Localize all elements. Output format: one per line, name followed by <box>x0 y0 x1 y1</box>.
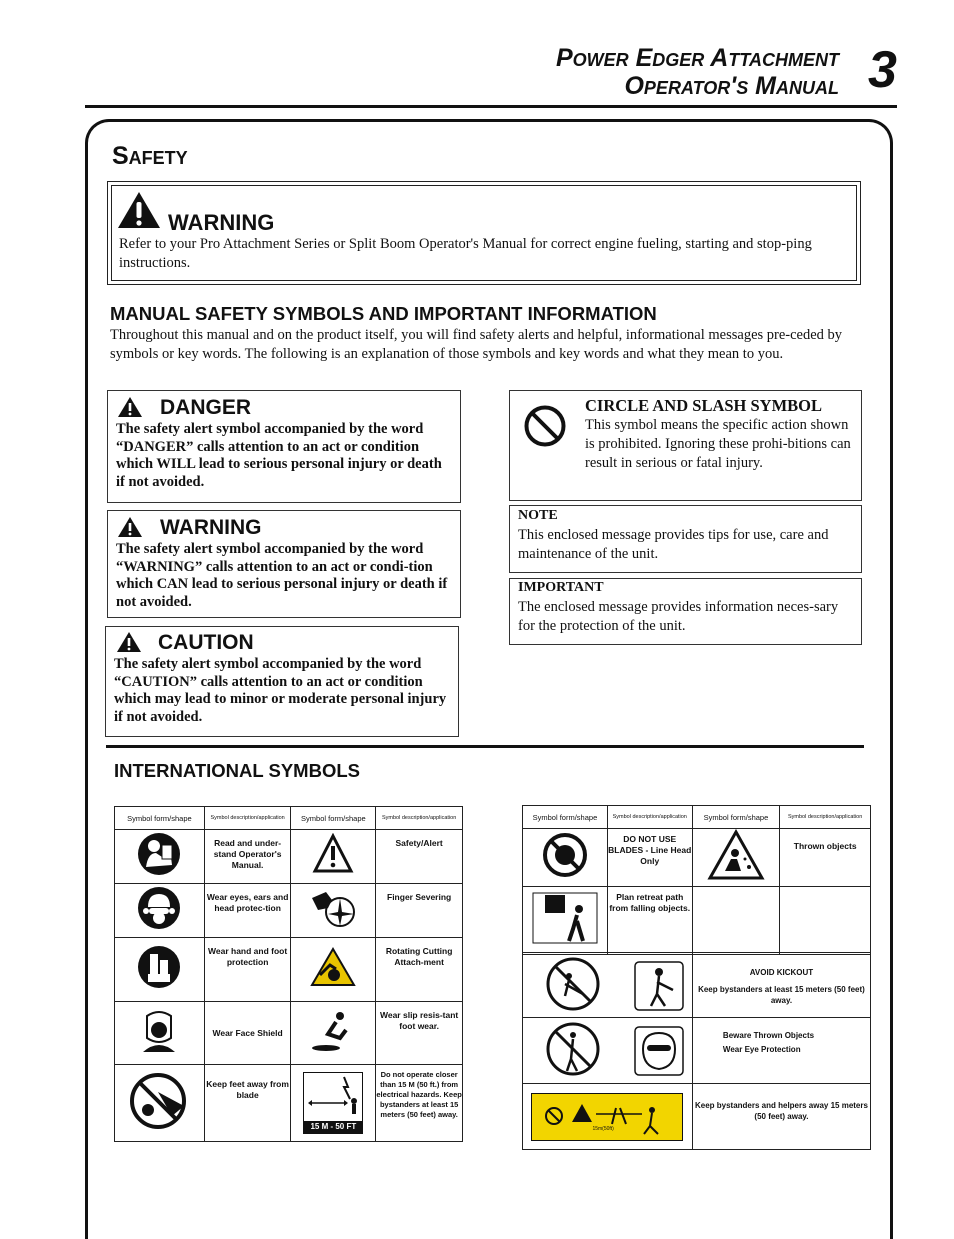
table-row <box>115 884 463 938</box>
thrown-objects-eye-protection-icons <box>523 1018 693 1084</box>
hand-foot-protection-icon <box>115 938 205 1002</box>
col-header-desc: Symbol description/application <box>607 806 692 829</box>
keep-feet-away-icon <box>115 1065 205 1142</box>
electrical-distance-label: 15 M - 50 FT <box>304 1121 362 1133</box>
circle-slash-text: This symbol means the specific action shown is prohibited. Ignoring these prohi-bitions can result in serious or fatal injury. <box>585 417 851 471</box>
face-shield-desc: Wear Face Shield <box>204 1002 291 1065</box>
keep-bystanders-away-icon <box>523 1084 693 1150</box>
avoid-kickout-desc <box>692 953 870 1018</box>
no-blades-icon <box>523 829 608 887</box>
slip-resistant-footwear-icon <box>291 1002 376 1065</box>
thrown-objects-icon <box>692 829 780 887</box>
manual-symbols-intro: Throughout this manual and on the product itself, you will find safety alerts and helpful, informational messages pre-ceded by symbols or key words. The following is an explanation of those symbols and key words and what they mean to you. <box>110 327 843 362</box>
falling-objects-icon <box>523 887 608 955</box>
manual-title-line2: Operator's Manual <box>624 72 839 100</box>
col-header-desc: Symbol description/application <box>204 807 291 830</box>
page-number: 3 <box>868 41 897 99</box>
manual-title-line1: Power Edger Attachment <box>555 44 839 72</box>
international-symbols-table-right-lower <box>522 952 871 1150</box>
avoid-kickout-icons <box>523 953 693 1018</box>
circle-slash-label: CIRCLE AND SLASH SYMBOL <box>585 396 823 415</box>
falling-objects-desc: Plan retreat path from falling objects. <box>607 887 692 955</box>
col-header-form: Symbol form/shape <box>291 807 376 830</box>
warning-triangle-icon <box>116 190 162 230</box>
caution-label: CAUTION <box>158 631 254 654</box>
table-row <box>115 938 463 1002</box>
safety-alert-desc: Safety/Alert <box>376 830 463 884</box>
top-warning-text: Refer to your Pro Attachment Series or Split Boom Operator's Manual for correct engine fueling, starting and stop-ping instructions. <box>119 236 812 271</box>
danger-alert-icon <box>117 396 143 418</box>
international-heading: INTERNATIONAL SYMBOLS <box>114 760 360 781</box>
electrical-hazard-icon <box>291 1065 376 1142</box>
rotating-attachment-desc: Rotating Cutting Attach-ment <box>376 938 463 1002</box>
note-label: NOTE <box>518 508 558 523</box>
section-divider <box>106 745 864 748</box>
electrical-hazard-desc: Do not operate closer than 15 M (50 ft.) from electrical hazards. Keep bystanders at least 15 meters (50 feet) away. <box>376 1065 463 1142</box>
eye-ear-head-protection-icon <box>115 884 205 938</box>
table-row <box>523 1084 871 1150</box>
wear-eye-protection: Wear Eye Protection <box>722 1045 801 1054</box>
slip-resistant-footwear-desc: Wear slip resis-tant foot wear. <box>376 1002 463 1065</box>
table-row <box>523 953 871 1018</box>
col-header-desc: Symbol description/application <box>376 807 463 830</box>
section-title: Safety <box>112 142 188 170</box>
important-text: The enclosed message provides information neces-sary for the protection of the unit. <box>518 599 839 634</box>
thrown-objects-desc: Thrown objects <box>780 829 871 887</box>
empty-cell <box>692 887 780 955</box>
table-row <box>523 887 871 955</box>
read-manual-desc: Read and under-stand Operator's Manual. <box>204 830 291 884</box>
table-row <box>523 1018 871 1084</box>
danger-text: The safety alert symbol accompanied by the word “DANGER” calls attention to an act or condition which WILL lead to serious personal injury or death if not avoided. <box>116 421 442 490</box>
prohibition-icon <box>523 404 567 448</box>
col-header-form: Symbol form/shape <box>115 807 205 830</box>
table-row <box>115 830 463 884</box>
hand-foot-protection-desc: Wear hand and foot protection <box>204 938 291 1002</box>
keep-bystanders-desc: Keep bystanders and helpers away 15 meters (50 feet) away. <box>692 1084 870 1150</box>
manual-title <box>556 44 839 100</box>
distance-label: 15m(50ft) <box>592 1125 614 1132</box>
top-warning-label: WARNING <box>168 210 275 235</box>
read-manual-icon <box>115 830 205 884</box>
eye-ear-head-protection-desc: Wear eyes, ears and head protec-tion <box>204 884 291 938</box>
table-row <box>115 1065 463 1142</box>
note-text: This enclosed message provides tips for use, care and maintenance of the unit. <box>518 527 829 562</box>
international-symbols-table-right <box>522 805 871 955</box>
no-blades-desc: DO NOT USE BLADES - Line Head Only <box>607 829 692 887</box>
col-header-desc: Symbol description/application <box>780 806 871 829</box>
warning-alert-icon <box>117 516 143 538</box>
rotating-attachment-icon <box>291 938 376 1002</box>
warning-label: WARNING <box>160 516 262 539</box>
avoid-kickout-title: AVOID KICKOUT <box>749 968 814 977</box>
table-row <box>523 829 871 887</box>
finger-severing-icon <box>291 884 376 938</box>
international-symbols-table-left <box>114 806 463 1142</box>
face-shield-icon <box>115 1002 205 1065</box>
avoid-kickout-subtext: Keep bystanders at least 15 meters (50 feet) away. <box>698 985 865 1005</box>
beware-thrown-objects: Beware Thrown Objects <box>722 1031 815 1040</box>
safety-alert-icon <box>291 830 376 884</box>
important-label: IMPORTANT <box>518 580 604 595</box>
finger-severing-desc: Finger Severing <box>376 884 463 938</box>
thrown-objects-eye-desc <box>692 1018 870 1084</box>
keep-feet-away-desc: Keep feet away from blade <box>204 1065 291 1142</box>
empty-cell <box>780 887 871 955</box>
danger-label: DANGER <box>160 396 252 419</box>
header-rule <box>85 105 897 108</box>
caution-text: The safety alert symbol accompanied by the word “CAUTION” calls attention to an act or condition which may lead to minor or moderate personal injury if not avoided. <box>114 656 447 725</box>
warning-text: The safety alert symbol accompanied by the word “WARNING” calls attention to an act or condi-tion which CAN lead to serious personal injury or death if not avoided. <box>116 541 448 610</box>
manual-symbols-heading: MANUAL SAFETY SYMBOLS AND IMPORTANT INFORMATION <box>110 303 657 324</box>
caution-alert-icon <box>116 631 142 653</box>
col-header-form: Symbol form/shape <box>523 806 608 829</box>
col-header-form: Symbol form/shape <box>692 806 780 829</box>
table-row <box>115 1002 463 1065</box>
